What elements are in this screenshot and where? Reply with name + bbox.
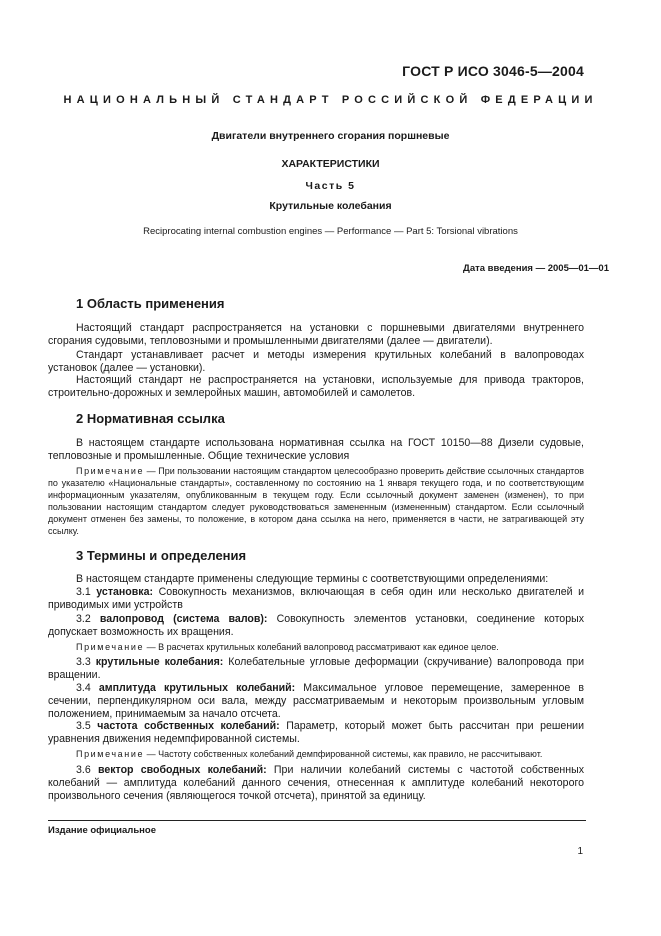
term-3-6 bbox=[48, 764, 584, 804]
term-3-3 bbox=[48, 656, 584, 682]
page-number: 1 bbox=[577, 846, 583, 857]
subject-title: Двигатели внутреннего сгорания поршневые bbox=[211, 130, 450, 142]
section-1-heading: 1 Область применения bbox=[76, 296, 225, 311]
note-text: — При пользовании настоящим стандартом целесообразно проверить действие ссылочных стандартов по указателю «Национальные стандарты», составленному по состоянию на 1 января текущего года, и по соответствующим информационным указателям, опубликованным в текущем году. Если ссылочный документ заменен (изменен), то при пользовании настоящим стандартом следует руководствоваться замененным (измененным) стандартом. Если ссылочный документ отменен без замены, то положение, в котором дана ссылка на него, применяется в части, не затрагивающей эту ссылку. bbox=[48, 466, 584, 536]
section-3-intro: В настоящем стандарте применены следующие термины с соответствующими определениями: bbox=[76, 573, 549, 585]
part-subtitle: Крутильные колебания bbox=[269, 200, 392, 212]
term-number: 3.5 bbox=[76, 720, 98, 732]
term-3-2 bbox=[48, 613, 584, 639]
section-3-heading: 3 Термины и определения bbox=[76, 548, 247, 563]
term-name: амплитуда крутильных колебаний: bbox=[98, 682, 296, 694]
section-1-paragraph-1: Настоящий стандарт распространяется на установки с поршневыми двигателями внутреннего сгорания судовыми, тепловозными и промышленными двигателями (далее — двигатели). bbox=[48, 322, 584, 348]
term-name: валопровод (система валов): bbox=[99, 613, 268, 625]
note-label: Примечание bbox=[76, 749, 145, 759]
term-number: 3.3 bbox=[76, 656, 96, 668]
term-3-2-note bbox=[48, 641, 584, 653]
term-3-5-note bbox=[48, 748, 584, 760]
term-definition: Колебательные угловые деформации (скручивание) валопровода при вращении. bbox=[48, 656, 584, 682]
term-3-5 bbox=[48, 720, 584, 746]
term-3-1 bbox=[48, 586, 584, 612]
document-number: ГОСТ Р ИСО 3046-5—2004 bbox=[402, 63, 584, 79]
term-name: установка: bbox=[96, 586, 154, 598]
term-definition: Максимальное угловое перемещение, замеренное в сечении, перпендикулярном оси вала, между рассматриваемым и некоторым произвольным угловым положением, принимаемым за начало отсчета. bbox=[48, 682, 584, 721]
term-name: частота собственных колебаний: bbox=[97, 720, 280, 732]
term-definition: Параметр, который может быть рассчитан при решении уравнения движения недемпфированной системы. bbox=[48, 720, 584, 746]
national-standard-banner: НАЦИОНАЛЬНЫЙ СТАНДАРТ РОССИЙСКОЙ ФЕДЕРАЦИИ bbox=[63, 94, 598, 106]
part-title: Часть 5 bbox=[305, 180, 356, 192]
note-label: Примечание bbox=[76, 466, 145, 476]
footer-rule bbox=[48, 820, 586, 821]
term-name: вектор свободных колебаний: bbox=[97, 764, 267, 776]
term-name: крутильные колебания: bbox=[95, 656, 224, 668]
section-2-paragraph-1: В настоящем стандарте использована нормативная ссылка на ГОСТ 10150—88 Дизели судовые, тепловозные и промышленные. Общие технические условия bbox=[48, 437, 584, 463]
note-label: Примечание bbox=[76, 642, 145, 652]
term-3-4 bbox=[48, 682, 584, 722]
term-number: 3.4 bbox=[76, 682, 99, 694]
section-1-paragraph-2: Стандарт устанавливает расчет и методы измерения крутильных колебаний в валопроводах установок (далее — установки). bbox=[48, 349, 584, 375]
introduction-date: Дата введения — 2005—01—01 bbox=[463, 263, 609, 274]
section-2-note bbox=[48, 465, 584, 537]
term-definition: При наличии колебаний системы с частотой собственных колебаний — амплитуда колебаний данного сечения, отнесенная к амплитуде колебаний некоторого произвольного сечения (являющегося точкой отсчета), принятой за единицу. bbox=[48, 764, 585, 803]
term-definition: Совокупность элементов установки, соединение которых допускает возможность их вращения. bbox=[48, 613, 585, 639]
english-title: Reciprocating internal combustion engines — Performance — Part 5: Torsional vibrations bbox=[143, 226, 518, 237]
term-number: 3.1 bbox=[76, 586, 97, 598]
section-2-heading: 2 Нормативная ссылка bbox=[76, 411, 225, 426]
term-number: 3.2 bbox=[76, 613, 100, 625]
edition-label: Издание официальное bbox=[48, 825, 156, 836]
note-text: — В расчетах крутильных колебаний валопровод рассматривают как единое целое. bbox=[144, 642, 499, 652]
section-1-paragraph-3: Настоящий стандарт не распространяется на установки, используемые для привода тракторов, строительно-дорожных и землеройных машин, автомобилей и самолетов. bbox=[48, 374, 584, 400]
term-number: 3.6 bbox=[76, 764, 98, 776]
note-text: — Частоту собственных колебаний демпфированной системы, как правило, не рассчитывают. bbox=[144, 749, 543, 759]
characteristics-title: ХАРАКТЕРИСТИКИ bbox=[281, 158, 380, 170]
term-definition: Совокупность механизмов, включающая в себя один или несколько двигателей и приводимых ими устройств bbox=[48, 586, 585, 612]
